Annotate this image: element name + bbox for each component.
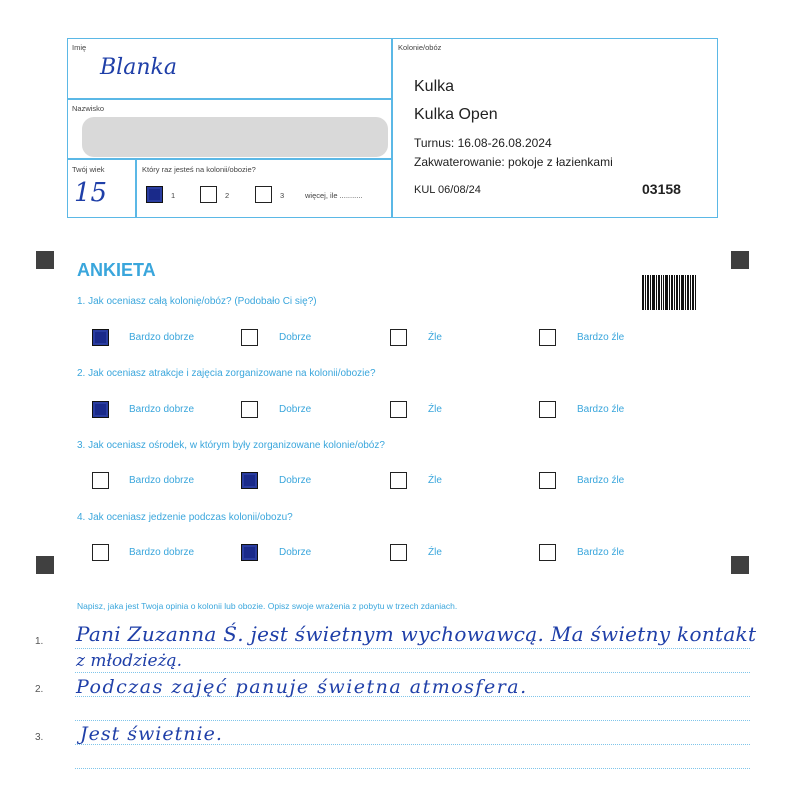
wiek-label: Twój wiek — [72, 165, 105, 174]
kolonia-code: KUL 06/08/24 — [414, 184, 481, 196]
ktory-raz-checkbox-3[interactable] — [255, 186, 272, 203]
q3-option-bardzo-zle: Bardzo źle — [577, 475, 625, 486]
zakwaterowanie: Zakwaterowanie: pokoje z łazienkami — [414, 155, 613, 169]
q4-option-zle: Źle — [428, 547, 442, 558]
q4-checkbox-bardzo-zle[interactable] — [539, 544, 556, 561]
q1-option-dobrze: Dobrze — [279, 332, 312, 343]
survey-title: ANKIETA — [77, 260, 156, 280]
nazwisko-redaction — [82, 117, 388, 157]
q1-option-bardzo-zle: Bardzo źle — [577, 332, 625, 343]
q3-option-bardzo-dobrze: Bardzo dobrze — [129, 475, 195, 486]
ktory-raz-option-1: 1 — [171, 191, 176, 200]
opinion-line-3[interactable]: Jest świetnie. — [80, 723, 223, 745]
registration-marker-mid-right — [731, 556, 749, 574]
ktory-raz-option-2: 2 — [225, 191, 230, 200]
line-number-1: 1. — [35, 636, 44, 647]
q1-option-zle: Źle — [428, 332, 442, 343]
question-3-text: 3. Jak oceniasz ośrodek, w którym były zorganizowane kolonie/obóz? — [77, 440, 385, 451]
turnus: Turnus: 16.08-26.08.2024 — [414, 136, 552, 150]
line-number-3: 3. — [35, 732, 44, 743]
registration-marker-mid-left — [36, 556, 54, 574]
form-number: 03158 — [642, 181, 681, 197]
wiek-value[interactable]: 15 — [74, 178, 108, 208]
q3-option-zle: Źle — [428, 475, 442, 486]
ktory-raz-checkbox-2[interactable] — [200, 186, 217, 203]
question-4-text: 4. Jak oceniasz jedzenie podczas kolonii/obozu? — [77, 512, 293, 523]
q4-checkbox-zle[interactable] — [390, 544, 407, 561]
kolonia-program: Kulka Open — [414, 106, 498, 123]
q4-option-bardzo-dobrze: Bardzo dobrze — [129, 547, 195, 558]
opinion-line-2[interactable]: Podczas zajęć panuje świetna atmosfera. — [76, 676, 528, 698]
q3-checkbox-bardzo-zle[interactable] — [539, 472, 556, 489]
kolonia-name: Kulka — [414, 78, 455, 95]
registration-marker-top-left — [36, 251, 54, 269]
registration-marker-top-right — [731, 251, 749, 269]
barcode-icon — [642, 275, 696, 310]
q2-checkbox-zle[interactable] — [390, 401, 407, 418]
header-divider-1 — [67, 98, 392, 100]
question-2-text: 2. Jak oceniasz atrakcje i zajęcia zorganizowane na kolonii/obozie? — [77, 368, 376, 379]
q1-checkbox-bardzo-dobrze[interactable] — [92, 329, 109, 346]
ktory-raz-label: Który raz jesteś na kolonii/obozie? — [142, 165, 256, 174]
ktory-raz-option-3: 3 — [280, 191, 285, 200]
wiecej-label: więcej, ile ........... — [305, 191, 363, 200]
q1-checkbox-dobrze[interactable] — [241, 329, 258, 346]
opinion-line-1[interactable]: Pani Zuzanna Ś. jest świetnym wychowawcą. Ma świetny kontakt — [76, 622, 757, 646]
opinion-prompt: Napisz, jaka jest Twoja opinia o kolonii lub obozie. Opisz swoje wrażenia z pobytu w trzech zdaniach. — [77, 601, 458, 611]
q1-option-bardzo-dobrze: Bardzo dobrze — [129, 332, 195, 343]
q4-checkbox-dobrze[interactable] — [241, 544, 258, 561]
q4-option-bardzo-zle: Bardzo źle — [577, 547, 625, 558]
q3-checkbox-bardzo-dobrze[interactable] — [92, 472, 109, 489]
imie-label: Imię — [72, 43, 87, 52]
q2-option-zle: Źle — [428, 404, 442, 415]
kolonia-label: Kolonie/obóz — [398, 43, 442, 52]
writing-line — [75, 720, 750, 721]
header-divider-age — [135, 158, 137, 218]
question-1-text: 1. Jak oceniasz całą kolonię/obóz? (Podobało Ci się?) — [77, 296, 317, 307]
opinion-line-1-continued[interactable]: z młodzieżą. — [76, 651, 183, 671]
writing-line — [75, 672, 750, 673]
q3-checkbox-dobrze[interactable] — [241, 472, 258, 489]
nazwisko-label: Nazwisko — [72, 104, 105, 113]
ktory-raz-checkbox-1[interactable] — [146, 186, 163, 203]
q3-option-dobrze: Dobrze — [279, 475, 312, 486]
q1-checkbox-zle[interactable] — [390, 329, 407, 346]
q3-checkbox-zle[interactable] — [390, 472, 407, 489]
imie-value[interactable]: Blanka — [100, 55, 177, 80]
q4-option-dobrze: Dobrze — [279, 547, 312, 558]
q2-option-dobrze: Dobrze — [279, 404, 312, 415]
q2-checkbox-bardzo-zle[interactable] — [539, 401, 556, 418]
q2-option-bardzo-zle: Bardzo źle — [577, 404, 625, 415]
header-divider-2 — [67, 158, 392, 160]
q1-checkbox-bardzo-zle[interactable] — [539, 329, 556, 346]
q2-checkbox-bardzo-dobrze[interactable] — [92, 401, 109, 418]
q2-option-bardzo-dobrze: Bardzo dobrze — [129, 404, 195, 415]
writing-line — [75, 768, 750, 769]
q2-checkbox-dobrze[interactable] — [241, 401, 258, 418]
header-divider-vertical — [391, 38, 393, 218]
writing-line — [75, 648, 750, 649]
line-number-2: 2. — [35, 684, 44, 695]
q4-checkbox-bardzo-dobrze[interactable] — [92, 544, 109, 561]
